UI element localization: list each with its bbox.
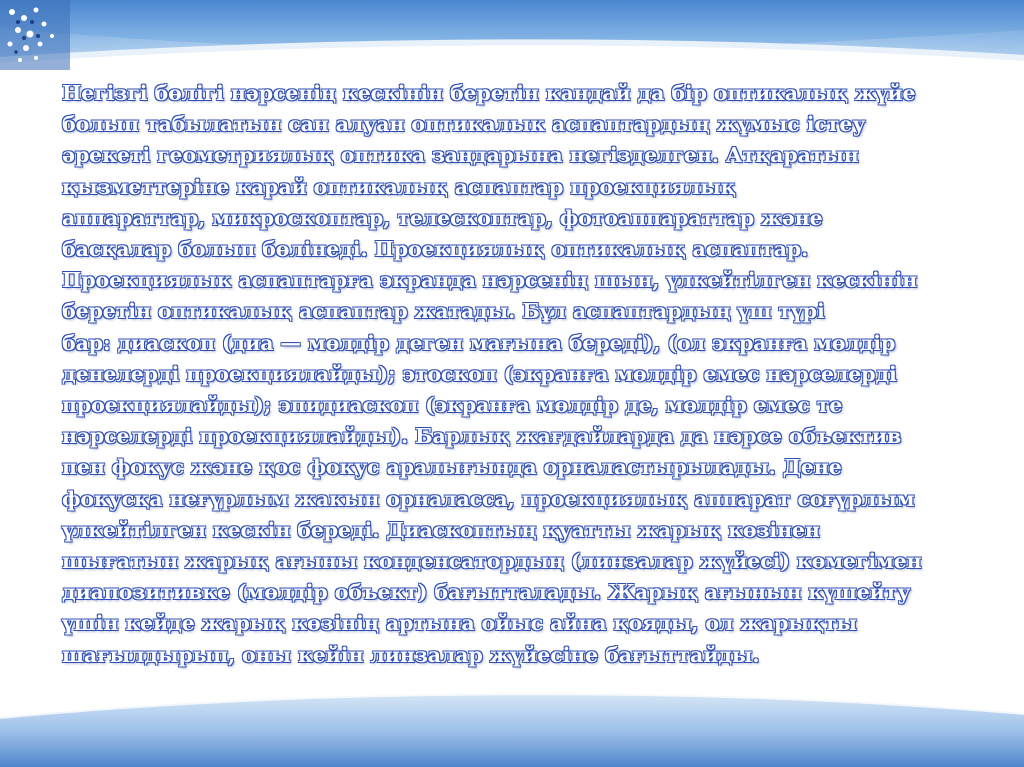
body-line: әрекеті геометриялық оптика заңдарына негізделген. Атқаратын bbox=[62, 143, 859, 168]
body-line: фокусқа неғүрлым жакын орналасса, проекциялық аппарат соғүрлым bbox=[62, 486, 915, 511]
body-line: аппараттар, микроскоптар, телескоптар, фотоаппараттар және bbox=[62, 205, 823, 230]
body-line: үшін кейде жарық көзінің артына ойыс айна қояды, ол жарықты bbox=[62, 611, 858, 636]
body-line: бар: диаскоп (диа — мөлдір деген мағына береді), (ол экранға мөлдір bbox=[62, 330, 896, 355]
body-line: үлкейтілген кескін береді. Диаскоптың қуатты жарық көзінен bbox=[62, 517, 820, 542]
body-line: диапозитивке (мөлдір объект) бағытталады. Жарық ағынын күшейту bbox=[62, 580, 911, 605]
body-line: қызметтеріне карай оптикалық аспаптар проекциялық bbox=[62, 174, 736, 199]
body-line: нәрселерді проекциялайды). Барлық жағдайларда да нәрсе объектив bbox=[62, 424, 902, 449]
body-line: болып табылатын сан алуан оптикалык аспаптардың жұмыс істеу bbox=[62, 112, 866, 137]
body-line: Негізгі бөлігі нәрсенің кескінін беретін кандай да бір оптикалық жүйе bbox=[62, 81, 916, 105]
body-line: проекциялайды); эпидиаскоп (экранға мөлдір де, мөлдір емес те bbox=[62, 393, 843, 418]
bottom-decorative-band bbox=[0, 677, 1024, 767]
body-line: Проекциялык аспаптарға экранда нәрсенің шын, үлкейтілген кескінін bbox=[62, 268, 918, 293]
slide-body-text bbox=[62, 78, 992, 671]
body-line: басқалар болып бөлінеді. Проекциялық оптикалық аспаптар. bbox=[62, 237, 809, 262]
body-line: шағылдырып, оны кейін линзалар жүйесіне бағыттайды. bbox=[62, 642, 760, 667]
body-line: шығатын жарық ағыны конденсатордың (линзалар жүйесі) көмегімен bbox=[62, 549, 922, 574]
body-line: беретін оптикалық аспаптар жатады. Бұл аспаптардың үш түрі bbox=[62, 299, 825, 324]
body-line: денелерді проекциялайды); этоскоп (экранға мөлдір емес нәрселерді bbox=[62, 361, 897, 386]
corner-logo-icon bbox=[0, 0, 70, 70]
body-line: пен фокус және қос фокус аралығында орналастырылады. Дене bbox=[62, 455, 842, 480]
